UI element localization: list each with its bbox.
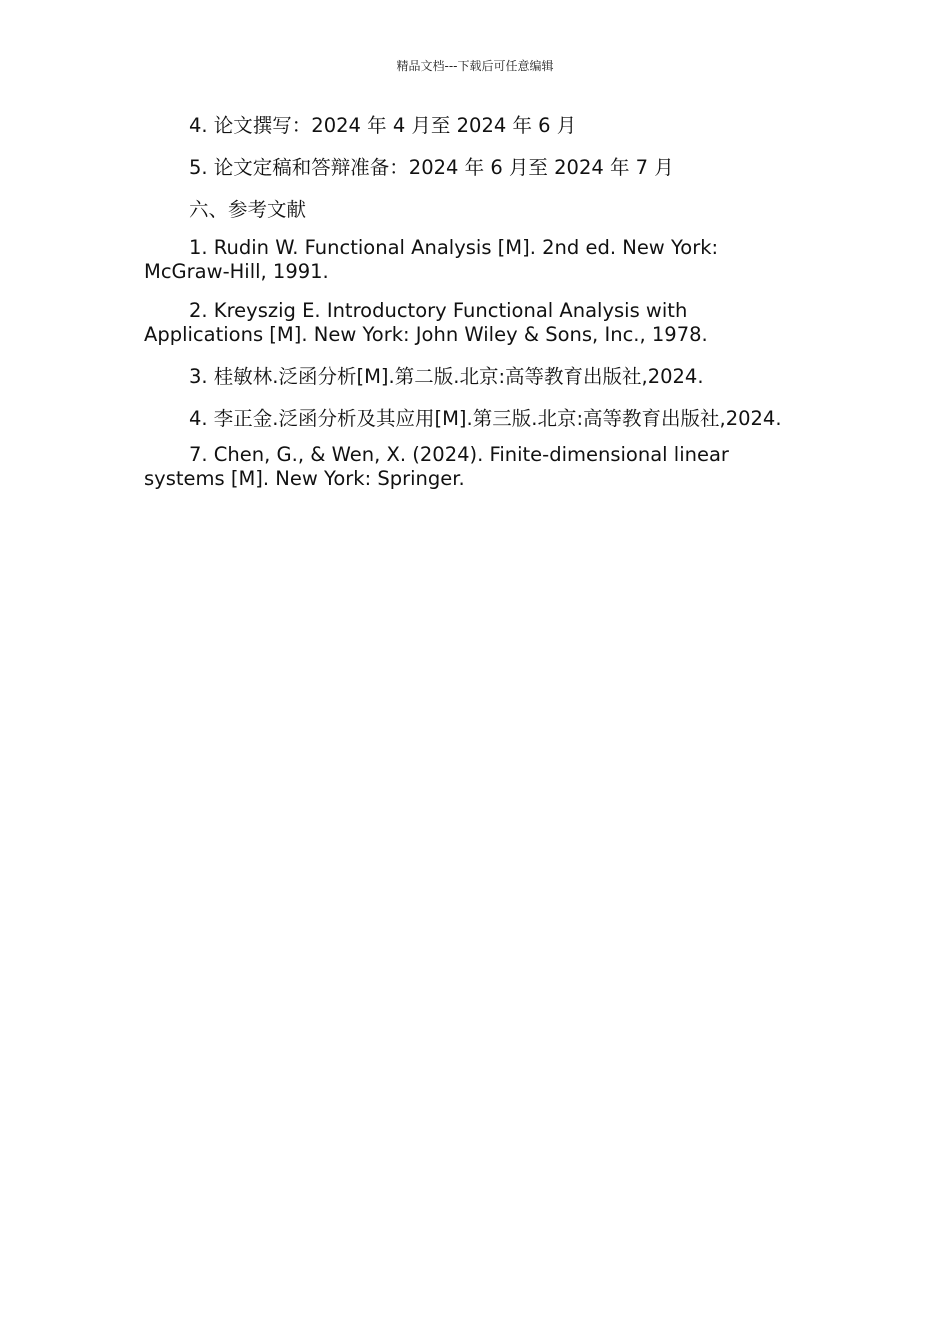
reference-item: 3. 桂敏林.泛函分析[M].第二版.北京:高等教育出版社,2024.: [189, 365, 704, 388]
reference-item: 4. 李正金.泛函分析及其应用[M].第三版.北京:高等教育出版社,2024.: [189, 407, 782, 430]
reference-item: 1. Rudin W. Functional Analysis [M]. 2nd ed. New York: McGraw-Hill, 1991.: [144, 236, 719, 283]
reference-item: 2. Kreyszig E. Introductory Functional Analysis with Applications [M]. New York: John Wiley & Sons, Inc., 1978.: [144, 299, 708, 346]
schedule-item-5: 5. 论文定稿和答辩准备：2024 年 6 月至 2024 年 7 月: [189, 156, 674, 179]
page-header: 精品文档---下载后可任意编辑: [396, 59, 554, 73]
reference-item: 7. Chen, G., & Wen, X. (2024). Finite-dimensional linear systems [M]. New York: Springer.: [144, 443, 729, 490]
section-heading-references: 六、参考文献: [189, 198, 307, 221]
schedule-item-4: 4. 论文撰写：2024 年 4 月至 2024 年 6 月: [189, 114, 577, 137]
document-body: [144, 114, 784, 506]
